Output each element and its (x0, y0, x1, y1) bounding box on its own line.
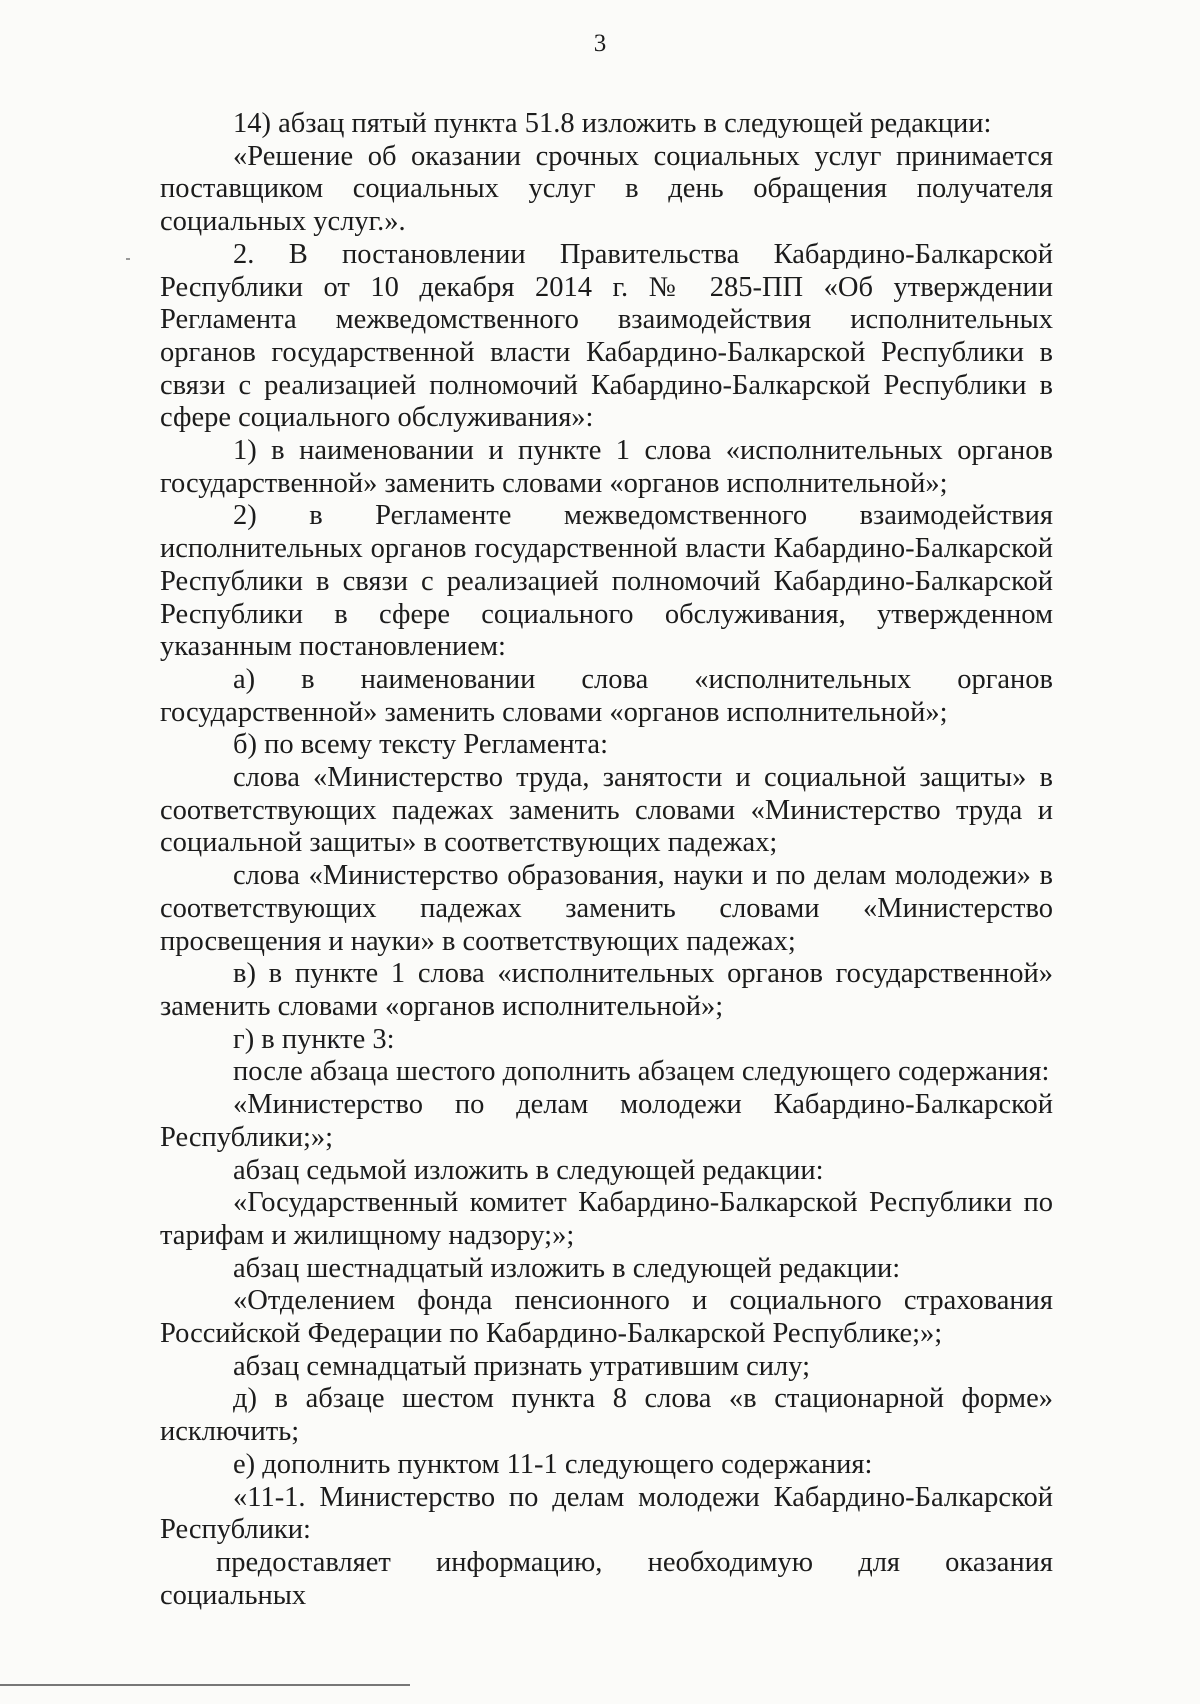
paragraph-item-e: е) дополнить пунктом 11-1 следующего содержания: (233, 1448, 873, 1480)
paragraph-after-sixth: после абзаца шестого дополнить абзацем следующего содержания: (233, 1056, 1050, 1088)
paragraph-item-v: в) в пункте 1 слова «исполнительных органов государственной» заменить словами «органов исполнительной»; (160, 958, 1053, 1022)
paragraph-item-a: а) в наименовании слова «исполнительных органов государственной» заменить словами «органов исполнительной»; (160, 663, 1053, 728)
paragraph-pension-fund: «Отделением фонда пенсионного и социального страхования Российской Федерации по Кабардино-Балкарской Республике;»; (160, 1285, 1053, 1350)
paragraph-item-d: д) в абзаце шестом пункта 8 слова «в стационарной форме» исключить; (160, 1383, 1053, 1448)
paragraph-state-committee: «Государственный комитет Кабардино-Балкарской Республики по тарифам и жилищному надзору;»; (160, 1187, 1053, 1251)
scan-edge-line (0, 1684, 410, 1686)
paragraph-item-11-1: «11-1. Министерство по делам молодежи Кабардино-Балкарской Республики: (160, 1481, 1053, 1546)
paragraph-seventh: абзац седьмой изложить в следующей редакции: (233, 1154, 824, 1186)
paragraph-sixteenth: абзац шестнадцатый изложить в следующей редакции: (233, 1252, 901, 1284)
paragraph-quoted-decision: «Решение об оказании срочных социальных услуг принимается поставщиком социальных услуг в день обращения получателя социальных услуг.». (160, 140, 1053, 238)
paragraph-section-2: 2. В постановлении Правительства Кабардино-Балкарской Республики от 10 декабря 2014 г. № 285-ПП «Об утверждении Регламента межведомственного взаимодействия исполнительных органов государственной власти Кабардино-Балкарской Республики в связи с реализацией полномочий Кабардино-Балкарской Республики в сфере социального обслуживания»: (160, 238, 1053, 434)
paragraph-labor-ministry: слова «Министерство труда, занятости и социальной защиты» в соответствующих падежах заменить словами «Министерство труда и социальной защиты» в соответствующих падежах; (160, 762, 1053, 859)
paragraph-item-1: 1) в наименовании и пункте 1 слова «исполнительных органов государственной» заменить словами «органов исполнительной»; (160, 435, 1053, 499)
paragraph-item-b: б) по всему тексту Регламента: (233, 729, 608, 761)
scan-mark (126, 258, 130, 260)
paragraph-item-g: г) в пункте 3: (233, 1023, 395, 1055)
page-number: 3 (593, 30, 607, 57)
paragraph-item-14: 14) абзац пятый пункта 51.8 изложить в следующей редакции: (233, 108, 992, 139)
paragraph-youth-ministry: «Министерство по делам молодежи Кабардино-Балкарской Республики;»; (160, 1089, 1053, 1153)
paragraph-seventeenth: абзац семнадцатый признать утратившим силу; (233, 1350, 811, 1382)
paragraph-education-ministry: слова «Министерство образования, науки и по делам молодежи» в соответствующих падежах заменить словами «Министерство просвещения и науки» в соответствующих падежах; (160, 860, 1053, 957)
paragraph-item-2: 2) в Регламенте межведомственного взаимодействия исполнительных органов государственной власти Кабардино-Балкарской Республики в связи с реализацией полномочий Кабардино-Балкарской Республики в сфере социального обслуживания, утвержденном указанным постановлением: (160, 500, 1053, 663)
document-body (160, 108, 1053, 1612)
paragraph-provides-info: предоставляет информацию, необходимую для оказания социальных (160, 1546, 1053, 1611)
